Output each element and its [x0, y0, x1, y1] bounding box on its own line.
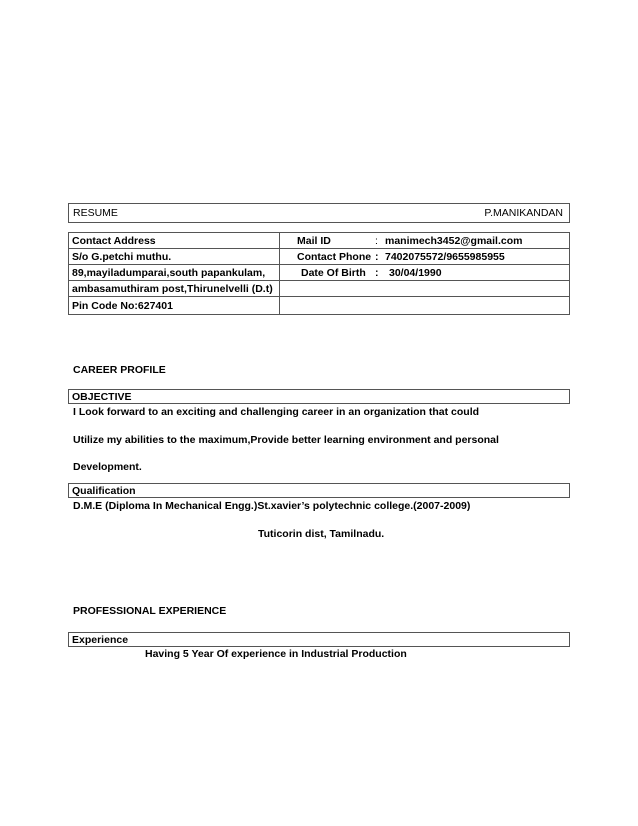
phone-cell [280, 249, 570, 265]
address-line-1: S/o G.petchi muthu. [69, 249, 280, 265]
table-row [69, 249, 570, 265]
qualification-line-2: Tuticorin dist, Tamilnadu. [258, 528, 385, 540]
objective-bar [68, 389, 570, 404]
phone-label: Contact Phone [297, 250, 372, 263]
table-row [69, 297, 570, 315]
experience-line: Having 5 Year Of experience in Industrial Production [145, 648, 407, 660]
resume-header [68, 203, 570, 223]
objective-line-3: Development. [73, 461, 142, 473]
mail-value: manimech3452@gmail.com [385, 234, 523, 247]
dob-value: 30/04/1990 [389, 266, 442, 279]
experience-heading: Experience [72, 634, 129, 646]
mail-label: Mail ID [297, 234, 331, 247]
phone-value: 7402075572/9655985955 [385, 250, 505, 263]
table-row [69, 281, 570, 297]
dob-label: Date Of Birth [301, 266, 366, 279]
mail-separator: : [375, 234, 378, 247]
objective-line-2: Utilize my abilities to the maximum,Provide better learning environment and personal [73, 434, 499, 446]
phone-separator: : [375, 250, 379, 263]
qualification-heading: Qualification [72, 485, 136, 497]
dob-separator: : [375, 266, 379, 279]
contact-address-label: Contact Address [69, 233, 280, 249]
career-profile-heading: CAREER PROFILE [73, 364, 166, 376]
objective-line-1: I Look forward to an exciting and challenging career in an organization that could [73, 406, 480, 418]
objective-heading: OBJECTIVE [72, 391, 132, 403]
address-line-3: ambasamuthiram post,Thirunelvelli (D.t) [69, 281, 280, 297]
table-row [69, 265, 570, 281]
empty-cell [280, 281, 570, 297]
contact-table [68, 232, 570, 315]
pin-code: Pin Code No:627401 [69, 297, 280, 315]
candidate-name: P.MANIKANDAN [484, 207, 563, 219]
experience-bar [68, 632, 570, 647]
professional-experience-heading: PROFESSIONAL EXPERIENCE [73, 605, 227, 617]
resume-title: RESUME [73, 207, 118, 219]
qualification-bar [68, 483, 570, 498]
table-row [69, 233, 570, 249]
dob-cell [280, 265, 570, 281]
qualification-line-1: D.M.E (Diploma In Mechanical Engg.)St.xavier’s polytechnic college.(2007-2009) [73, 500, 471, 512]
address-line-2: 89,mayiladumparai,south papankulam, [69, 265, 280, 281]
mail-cell [280, 233, 570, 249]
empty-cell [280, 297, 570, 315]
